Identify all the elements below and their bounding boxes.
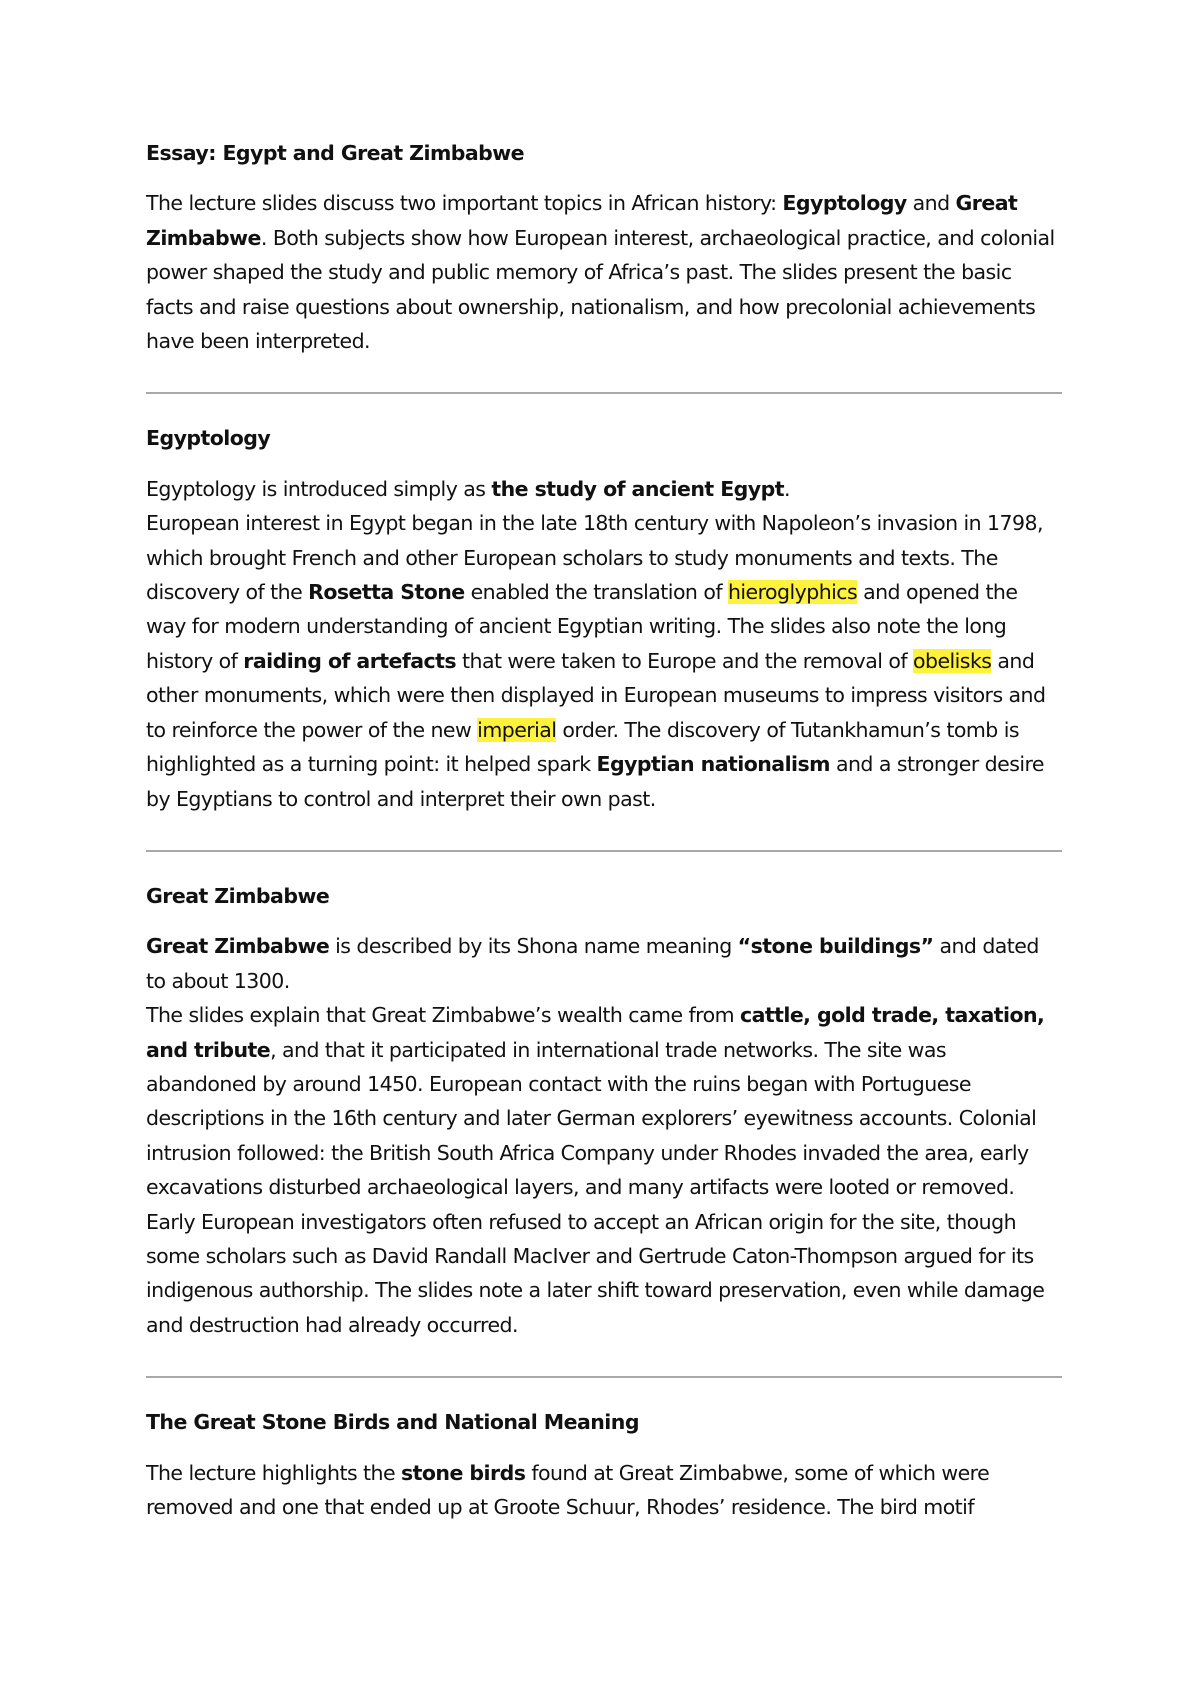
intro-paragraph [146,186,1062,358]
section-divider [146,850,1062,852]
text-run: Egyptology is introduced simply as [146,476,492,501]
text-run: . Both subjects show how European interest, archaeological practice, and colonial power shaped the study and public memory of Africa’s past. The slides present the basic facts and raise questions about ownership, nationalism, and how precolonial achievements have been interpreted. [146,225,1055,354]
text-run: European interest in Egypt began in the late 18th century with Napoleon’s invasion in 1798, which brought French and other European scholars to study monuments and texts. The discovery of the [146,511,1043,605]
bold-run: Great Zimbabwe [146,934,330,959]
bold-run: cattle, gold trade, taxation, and tribute [146,1003,1045,1062]
essay-title: Essay: Egypt and Great Zimbabwe [146,141,525,165]
zimbabwe-paragraph [146,998,1062,1342]
text-run: is described by its Shona name meaning [329,934,738,959]
text-run: and dated to about 1300. [146,934,1039,993]
text-run: and other monuments, which were then displayed in European museums to impress visitors and to reinforce the power of the new [146,648,1046,742]
highlighted-term: obelisks [913,648,992,673]
document-body [146,136,1062,1524]
highlighted-term: hieroglyphics [727,580,858,605]
bold-run: “stone buildings” [737,934,934,959]
bold-run: stone birds [401,1460,526,1485]
text-run: and [906,191,956,216]
egyptology-definition [146,472,1062,506]
text-run: enabled the translation of [464,580,728,605]
bold-run: Egyptology [782,191,907,216]
bold-run: Great Zimbabwe [146,191,1018,250]
text-run: . [783,476,790,501]
text-run: found at Great Zimbabwe, some of which were removed and one that ended up at Groote Schuur, Rhodes’ residence. The bird motif [146,1460,990,1519]
text-run: The lecture slides discuss two important topics in African history: [146,191,783,216]
bold-run: the study of ancient Egypt [491,476,784,501]
section-heading-great-zimbabwe: Great Zimbabwe [146,883,330,908]
section-divider [146,392,1062,394]
text-run: , and that it participated in international trade networks. The site was abandoned by around 1450. European contact with the ruins began with Portuguese descriptions in the 16th century and later German explorers’ eyewitness accounts. Colonial intrusion followed: the British South Africa Company under Rhodes invaded the area, early excavations disturbed archaeological layers, and many artifacts were looted or removed. Early European investigators often refused to accept an African origin for the site, though some scholars such as David Randall MacIver and Gertrude Caton-Thompson argued for its indigenous authorship. The slides note a later shift toward preservation, even while damage and destruction had already occurred. [146,1037,1045,1337]
highlighted-term: imperial [477,717,557,742]
section-heading-stone-birds: The Great Stone Birds and National Meaning [146,1410,639,1435]
text-run: order. The discovery of Tutankhamun’s tomb is highlighted as a turning point: it helped spark [146,717,1019,777]
bold-run: Egyptian nationalism [596,752,830,777]
birds-paragraph [146,1456,1062,1525]
text-run: The slides explain that Great Zimbabwe’s wealth came from [146,1003,740,1028]
text-run: and opened the way for modern understanding of ancient Egyptian writing. The slides also note the long history of [146,580,1018,673]
bold-run: raiding of artefacts [243,648,457,673]
zimbabwe-definition [146,929,1062,998]
text-run: The lecture highlights the [146,1460,401,1485]
egyptology-paragraph [146,506,1062,816]
text-run: and a stronger desire by Egyptians to control and interpret their own past. [146,752,1044,811]
section-divider [146,1376,1062,1378]
section-heading-egyptology: Egyptology [146,426,271,451]
text-run: that were taken to Europe and the removal of [456,648,913,673]
bold-run: Rosetta Stone [308,580,465,605]
